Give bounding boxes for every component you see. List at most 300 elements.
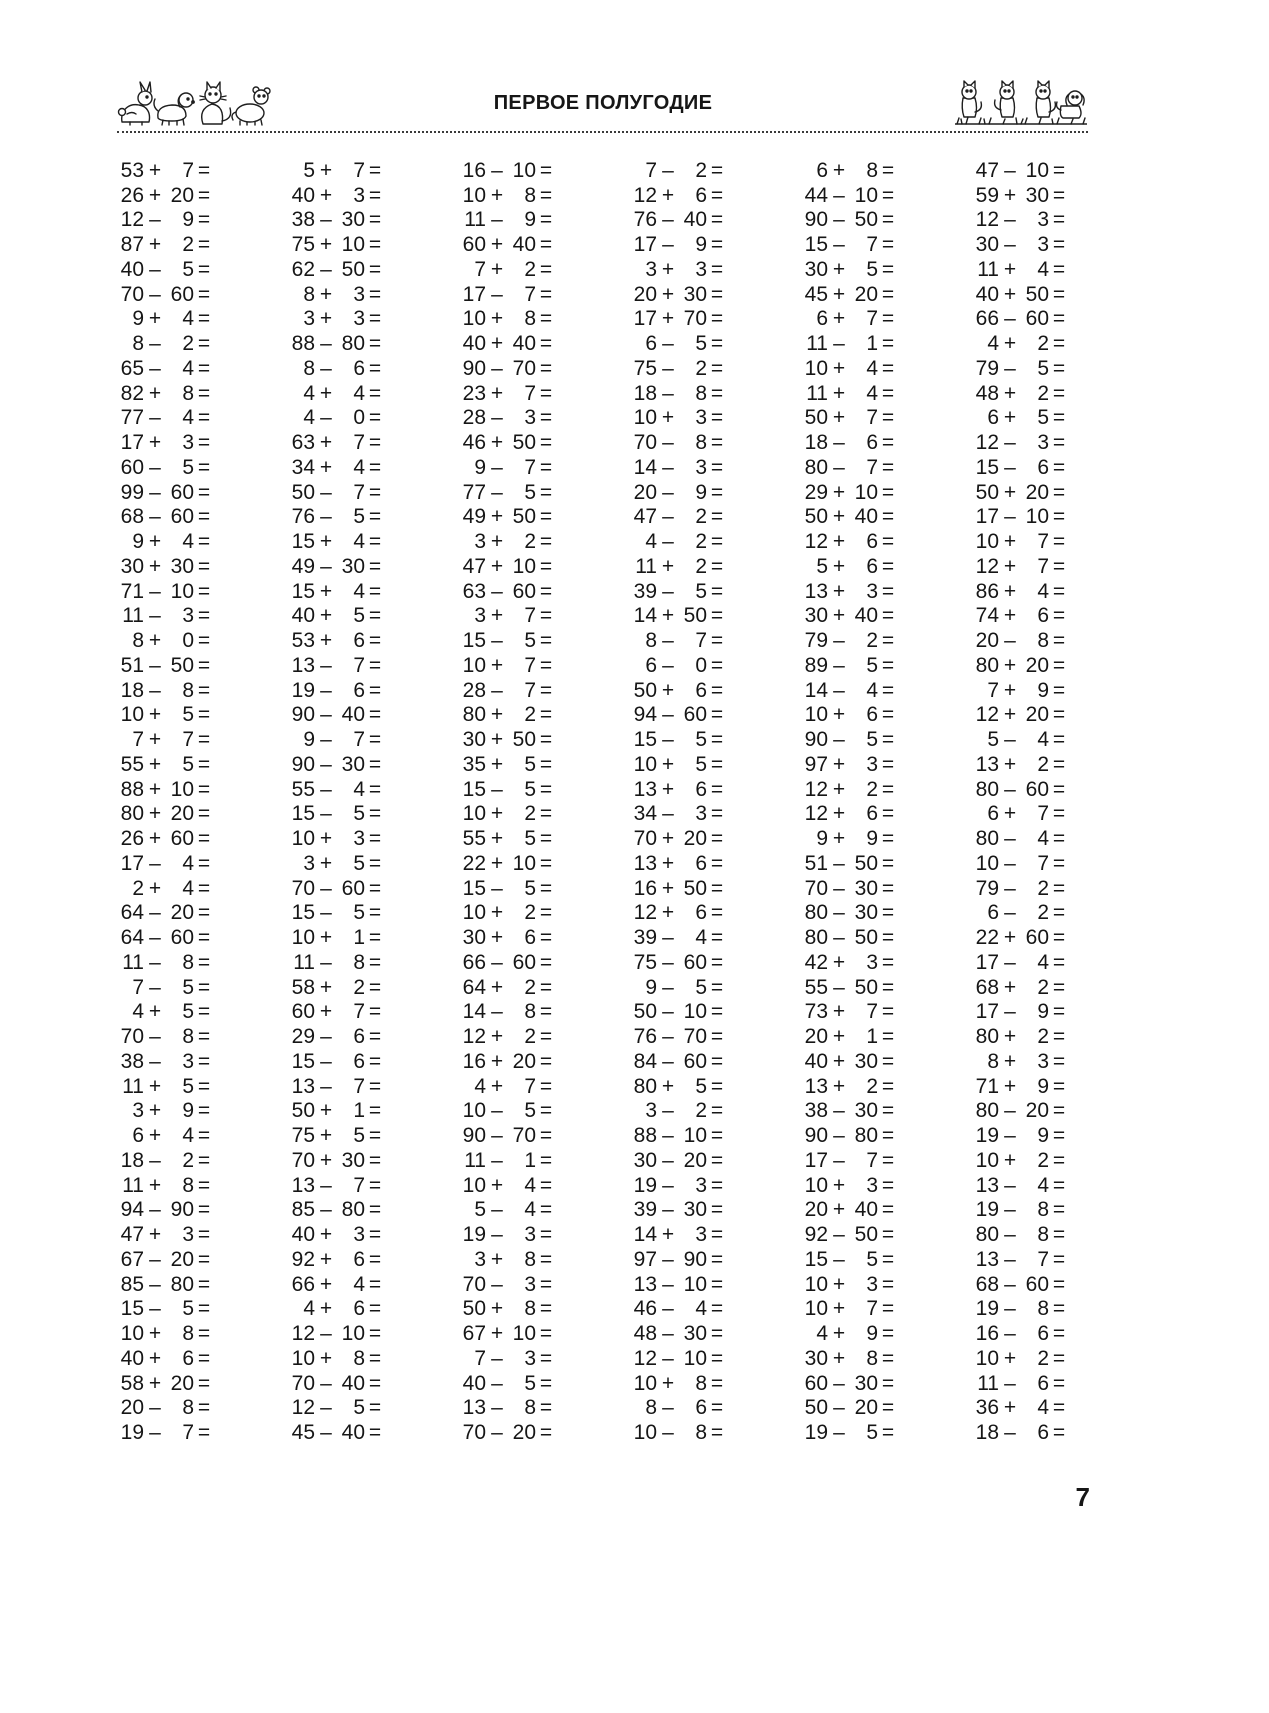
exercise — [458, 1049, 629, 1074]
first-operand: 74 — [975, 604, 999, 628]
equals-sign: = — [1052, 406, 1066, 430]
exercise — [287, 727, 458, 752]
exercise — [458, 1173, 629, 1198]
second-operand: 5 — [353, 505, 365, 529]
first-operand: 14 — [804, 678, 828, 702]
second-operand: 8 — [524, 1247, 536, 1271]
second-operand: 10 — [512, 158, 536, 182]
second-operand: 2 — [1037, 1346, 1049, 1370]
operator: + — [490, 431, 504, 455]
first-operand: 12 — [804, 802, 828, 826]
equals-sign: = — [368, 851, 382, 875]
exercise — [458, 975, 629, 1000]
equals-sign: = — [1052, 1223, 1066, 1247]
exercise-column — [116, 158, 287, 1445]
second-operand: 8 — [524, 1396, 536, 1420]
second-operand: 30 — [341, 554, 365, 578]
operator: + — [661, 876, 675, 900]
second-operand: 4 — [866, 381, 878, 405]
operator: – — [320, 554, 332, 578]
second-operand: 9 — [182, 208, 194, 232]
second-operand: 90 — [170, 1198, 194, 1222]
operator: – — [149, 356, 161, 380]
equals-sign: = — [881, 257, 895, 281]
first-operand: 8 — [303, 356, 315, 380]
second-operand: 3 — [353, 282, 365, 306]
operator: – — [149, 851, 161, 875]
exercise — [971, 1000, 1142, 1025]
second-operand: 60 — [512, 950, 536, 974]
second-operand: 8 — [182, 1396, 194, 1420]
first-operand: 49 — [462, 505, 486, 529]
equals-sign: = — [539, 381, 553, 405]
equals-sign: = — [710, 1371, 724, 1395]
first-operand: 13 — [633, 1272, 657, 1296]
equals-sign: = — [539, 777, 553, 801]
first-operand: 9 — [132, 530, 144, 554]
operator: – — [149, 950, 161, 974]
first-operand: 17 — [120, 851, 144, 875]
equals-sign: = — [539, 183, 553, 207]
equals-sign: = — [539, 1000, 553, 1024]
operator: + — [490, 728, 504, 752]
second-operand: 40 — [854, 505, 878, 529]
equals-sign: = — [710, 1421, 724, 1445]
first-operand: 40 — [804, 1049, 828, 1073]
second-operand: 4 — [1037, 1396, 1049, 1420]
first-operand: 49 — [291, 554, 315, 578]
second-operand: 30 — [854, 901, 878, 925]
second-operand: 4 — [866, 356, 878, 380]
equals-sign: = — [881, 1272, 895, 1296]
equals-sign: = — [881, 233, 895, 257]
exercise — [458, 430, 629, 455]
second-operand: 1 — [866, 332, 878, 356]
operator: – — [149, 604, 161, 628]
operator: – — [833, 1124, 845, 1148]
operator: – — [833, 629, 845, 653]
equals-sign: = — [1052, 455, 1066, 479]
operator: – — [149, 505, 161, 529]
exercise — [971, 950, 1142, 975]
first-operand: 13 — [975, 752, 999, 776]
second-operand: 3 — [695, 802, 707, 826]
operator: – — [662, 728, 674, 752]
operator: – — [491, 1000, 503, 1024]
first-operand: 88 — [120, 777, 144, 801]
operator: – — [662, 1198, 674, 1222]
exercise — [800, 1074, 971, 1099]
second-operand: 3 — [1037, 1049, 1049, 1073]
equals-sign: = — [881, 678, 895, 702]
operator: – — [320, 752, 332, 776]
second-operand: 20 — [170, 1371, 194, 1395]
exercise — [629, 901, 800, 926]
operator: + — [148, 554, 162, 578]
first-operand: 10 — [633, 1371, 657, 1395]
first-operand: 20 — [804, 1198, 828, 1222]
operator: + — [1003, 406, 1017, 430]
equals-sign: = — [1052, 257, 1066, 281]
second-operand: 2 — [524, 257, 536, 281]
equals-sign: = — [710, 1346, 724, 1370]
operator: – — [662, 480, 674, 504]
first-operand: 13 — [291, 1074, 315, 1098]
operator: – — [491, 678, 503, 702]
first-operand: 19 — [462, 1223, 486, 1247]
equals-sign: = — [197, 876, 211, 900]
second-operand: 8 — [524, 307, 536, 331]
equals-sign: = — [710, 530, 724, 554]
operator: + — [319, 1124, 333, 1148]
operator: – — [1004, 629, 1016, 653]
operator: – — [149, 455, 161, 479]
second-operand: 3 — [1037, 431, 1049, 455]
equals-sign: = — [710, 950, 724, 974]
exercise — [116, 1099, 287, 1124]
second-operand: 30 — [854, 876, 878, 900]
first-operand: 17 — [804, 1148, 828, 1172]
exercise — [629, 1099, 800, 1124]
second-operand: 60 — [170, 282, 194, 306]
operator: – — [1004, 455, 1016, 479]
exercise — [116, 1247, 287, 1272]
exercise — [458, 356, 629, 381]
second-operand: 7 — [1037, 802, 1049, 826]
second-operand: 40 — [512, 233, 536, 257]
second-operand: 8 — [524, 1000, 536, 1024]
operator: + — [148, 802, 162, 826]
first-operand: 9 — [474, 455, 486, 479]
exercise — [287, 1371, 458, 1396]
first-operand: 34 — [291, 455, 315, 479]
first-operand: 50 — [291, 1099, 315, 1123]
equals-sign: = — [881, 1198, 895, 1222]
equals-sign: = — [368, 480, 382, 504]
exercise — [287, 1099, 458, 1124]
first-operand: 10 — [975, 851, 999, 875]
exercise — [458, 950, 629, 975]
exercise — [116, 158, 287, 183]
operator: + — [661, 406, 675, 430]
operator: + — [319, 381, 333, 405]
operator: – — [149, 480, 161, 504]
second-operand: 8 — [182, 950, 194, 974]
operator: + — [490, 554, 504, 578]
first-operand: 38 — [120, 1049, 144, 1073]
first-operand: 73 — [804, 1000, 828, 1024]
operator: + — [490, 233, 504, 257]
first-operand: 80 — [975, 1099, 999, 1123]
exercise — [287, 282, 458, 307]
second-operand: 6 — [695, 777, 707, 801]
first-operand: 50 — [633, 1000, 657, 1024]
equals-sign: = — [1052, 233, 1066, 257]
equals-sign: = — [881, 1396, 895, 1420]
exercise — [458, 1148, 629, 1173]
second-operand: 6 — [353, 1049, 365, 1073]
first-operand: 89 — [804, 653, 828, 677]
second-operand: 60 — [170, 827, 194, 851]
operator: – — [662, 950, 674, 974]
first-operand: 15 — [291, 579, 315, 603]
equals-sign: = — [539, 505, 553, 529]
operator: – — [491, 1421, 503, 1445]
second-operand: 4 — [1037, 1173, 1049, 1197]
equals-sign: = — [197, 901, 211, 925]
equals-sign: = — [1052, 777, 1066, 801]
second-operand: 30 — [683, 1322, 707, 1346]
equals-sign: = — [197, 1074, 211, 1098]
first-operand: 6 — [987, 901, 999, 925]
first-operand: 80 — [975, 777, 999, 801]
equals-sign: = — [197, 1421, 211, 1445]
exercise — [629, 678, 800, 703]
exercise — [971, 183, 1142, 208]
equals-sign: = — [710, 1148, 724, 1172]
first-operand: 3 — [474, 604, 486, 628]
exercise — [971, 381, 1142, 406]
equals-sign: = — [1052, 851, 1066, 875]
equals-sign: = — [710, 480, 724, 504]
operator: – — [833, 1421, 845, 1445]
animal-figure — [1057, 91, 1085, 118]
second-operand: 5 — [695, 975, 707, 999]
exercise — [116, 232, 287, 257]
second-operand: 2 — [1037, 332, 1049, 356]
operator: + — [319, 1099, 333, 1123]
equals-sign: = — [197, 183, 211, 207]
operator: – — [491, 356, 503, 380]
second-operand: 8 — [695, 1371, 707, 1395]
operator: – — [833, 1396, 845, 1420]
equals-sign: = — [881, 1346, 895, 1370]
equals-sign: = — [881, 356, 895, 380]
second-operand: 50 — [683, 604, 707, 628]
second-operand: 4 — [353, 530, 365, 554]
operator: – — [491, 777, 503, 801]
second-operand: 4 — [353, 579, 365, 603]
operator: + — [490, 505, 504, 529]
first-operand: 10 — [804, 1173, 828, 1197]
operator: + — [148, 233, 162, 257]
operator: – — [662, 703, 674, 727]
first-operand: 12 — [462, 1025, 486, 1049]
exercise-column — [971, 158, 1142, 1445]
animal-figure — [995, 81, 1015, 117]
first-operand: 17 — [633, 307, 657, 331]
equals-sign: = — [881, 381, 895, 405]
exercise-column — [800, 158, 971, 1445]
second-operand: 6 — [353, 1297, 365, 1321]
equals-sign: = — [881, 752, 895, 776]
second-operand: 5 — [353, 1396, 365, 1420]
operator: – — [320, 728, 332, 752]
first-operand: 10 — [804, 356, 828, 380]
second-operand: 2 — [866, 629, 878, 653]
operator: + — [1003, 257, 1017, 281]
exercise — [971, 282, 1142, 307]
exercise — [116, 925, 287, 950]
exercise — [971, 257, 1142, 282]
equals-sign: = — [197, 604, 211, 628]
first-operand: 48 — [633, 1322, 657, 1346]
exercise — [800, 703, 971, 728]
first-operand: 40 — [291, 1223, 315, 1247]
exercise — [629, 1173, 800, 1198]
exercise — [116, 579, 287, 604]
operator: + — [319, 282, 333, 306]
operator: – — [662, 332, 674, 356]
equals-sign: = — [710, 233, 724, 257]
operator: – — [833, 975, 845, 999]
second-operand: 7 — [353, 431, 365, 455]
exercise — [287, 1074, 458, 1099]
first-operand: 9 — [645, 975, 657, 999]
equals-sign: = — [881, 1173, 895, 1197]
second-operand: 6 — [695, 1396, 707, 1420]
equals-sign: = — [197, 629, 211, 653]
first-operand: 7 — [132, 975, 144, 999]
second-operand: 10 — [512, 851, 536, 875]
first-operand: 86 — [975, 579, 999, 603]
second-operand: 4 — [182, 406, 194, 430]
equals-sign: = — [539, 1025, 553, 1049]
first-operand: 11 — [977, 257, 999, 281]
second-operand: 7 — [182, 728, 194, 752]
operator: – — [662, 1396, 674, 1420]
operator: + — [832, 554, 846, 578]
operator: – — [320, 257, 332, 281]
equals-sign: = — [197, 950, 211, 974]
exercise — [116, 554, 287, 579]
operator: – — [320, 1173, 332, 1197]
equals-sign: = — [710, 653, 724, 677]
operator: – — [491, 629, 503, 653]
second-operand: 7 — [1037, 851, 1049, 875]
first-operand: 18 — [120, 1148, 144, 1172]
operator: – — [149, 208, 161, 232]
operator: + — [1003, 1148, 1017, 1172]
second-operand: 70 — [683, 307, 707, 331]
first-operand: 50 — [633, 678, 657, 702]
equals-sign: = — [881, 901, 895, 925]
second-operand: 7 — [524, 282, 536, 306]
equals-sign: = — [368, 1322, 382, 1346]
operator: – — [320, 406, 332, 430]
second-operand: 10 — [512, 554, 536, 578]
equals-sign: = — [197, 1099, 211, 1123]
second-operand: 6 — [524, 926, 536, 950]
second-operand: 4 — [353, 1272, 365, 1296]
first-operand: 3 — [474, 1247, 486, 1271]
operator: + — [490, 901, 504, 925]
exercise — [458, 1222, 629, 1247]
exercise — [458, 802, 629, 827]
operator: – — [1004, 431, 1016, 455]
equals-sign: = — [539, 1346, 553, 1370]
first-operand: 29 — [804, 480, 828, 504]
first-operand: 15 — [975, 455, 999, 479]
exercise — [116, 257, 287, 282]
first-operand: 64 — [120, 901, 144, 925]
exercise — [629, 1247, 800, 1272]
operator: – — [1004, 1421, 1016, 1445]
second-operand: 6 — [353, 1025, 365, 1049]
exercise — [116, 975, 287, 1000]
operator: – — [662, 1025, 674, 1049]
second-operand: 50 — [854, 975, 878, 999]
first-operand: 20 — [120, 1396, 144, 1420]
exercise — [971, 505, 1142, 530]
equals-sign: = — [539, 802, 553, 826]
operator: – — [833, 851, 845, 875]
first-operand: 7 — [645, 158, 657, 182]
exercise — [971, 356, 1142, 381]
second-operand: 50 — [854, 926, 878, 950]
exercise — [287, 876, 458, 901]
equals-sign: = — [710, 777, 724, 801]
first-operand: 18 — [120, 678, 144, 702]
first-operand: 5 — [987, 728, 999, 752]
operator: + — [832, 752, 846, 776]
exercise — [116, 1173, 287, 1198]
operator: – — [662, 158, 674, 182]
second-operand: 10 — [341, 1322, 365, 1346]
second-operand: 3 — [866, 1272, 878, 1296]
first-operand: 19 — [975, 1297, 999, 1321]
exercise — [971, 232, 1142, 257]
operator: – — [662, 579, 674, 603]
equals-sign: = — [710, 678, 724, 702]
exercise — [458, 1321, 629, 1346]
second-operand: 7 — [353, 1173, 365, 1197]
exercise — [287, 1173, 458, 1198]
second-operand: 50 — [512, 728, 536, 752]
equals-sign: = — [539, 1421, 553, 1445]
exercise — [116, 1396, 287, 1421]
exercise — [458, 158, 629, 183]
equals-sign: = — [539, 554, 553, 578]
equals-sign: = — [368, 455, 382, 479]
operator: – — [320, 1198, 332, 1222]
equals-sign: = — [197, 233, 211, 257]
equals-sign: = — [197, 356, 211, 380]
operator: + — [832, 777, 846, 801]
second-operand: 50 — [854, 208, 878, 232]
exercise — [458, 331, 629, 356]
second-operand: 30 — [341, 1148, 365, 1172]
exercise — [971, 727, 1142, 752]
equals-sign: = — [1052, 431, 1066, 455]
first-operand: 15 — [462, 629, 486, 653]
operator: – — [149, 1421, 161, 1445]
second-operand: 6 — [866, 703, 878, 727]
first-operand: 3 — [645, 1099, 657, 1123]
first-operand: 84 — [633, 1049, 657, 1073]
first-operand: 13 — [291, 653, 315, 677]
second-operand: 0 — [695, 653, 707, 677]
operator: + — [661, 257, 675, 281]
equals-sign: = — [368, 431, 382, 455]
equals-sign: = — [1052, 1297, 1066, 1321]
operator: + — [661, 1074, 675, 1098]
operator: + — [661, 851, 675, 875]
second-operand: 3 — [182, 1223, 194, 1247]
equals-sign: = — [1052, 1025, 1066, 1049]
first-operand: 6 — [987, 802, 999, 826]
operator: – — [149, 1198, 161, 1222]
